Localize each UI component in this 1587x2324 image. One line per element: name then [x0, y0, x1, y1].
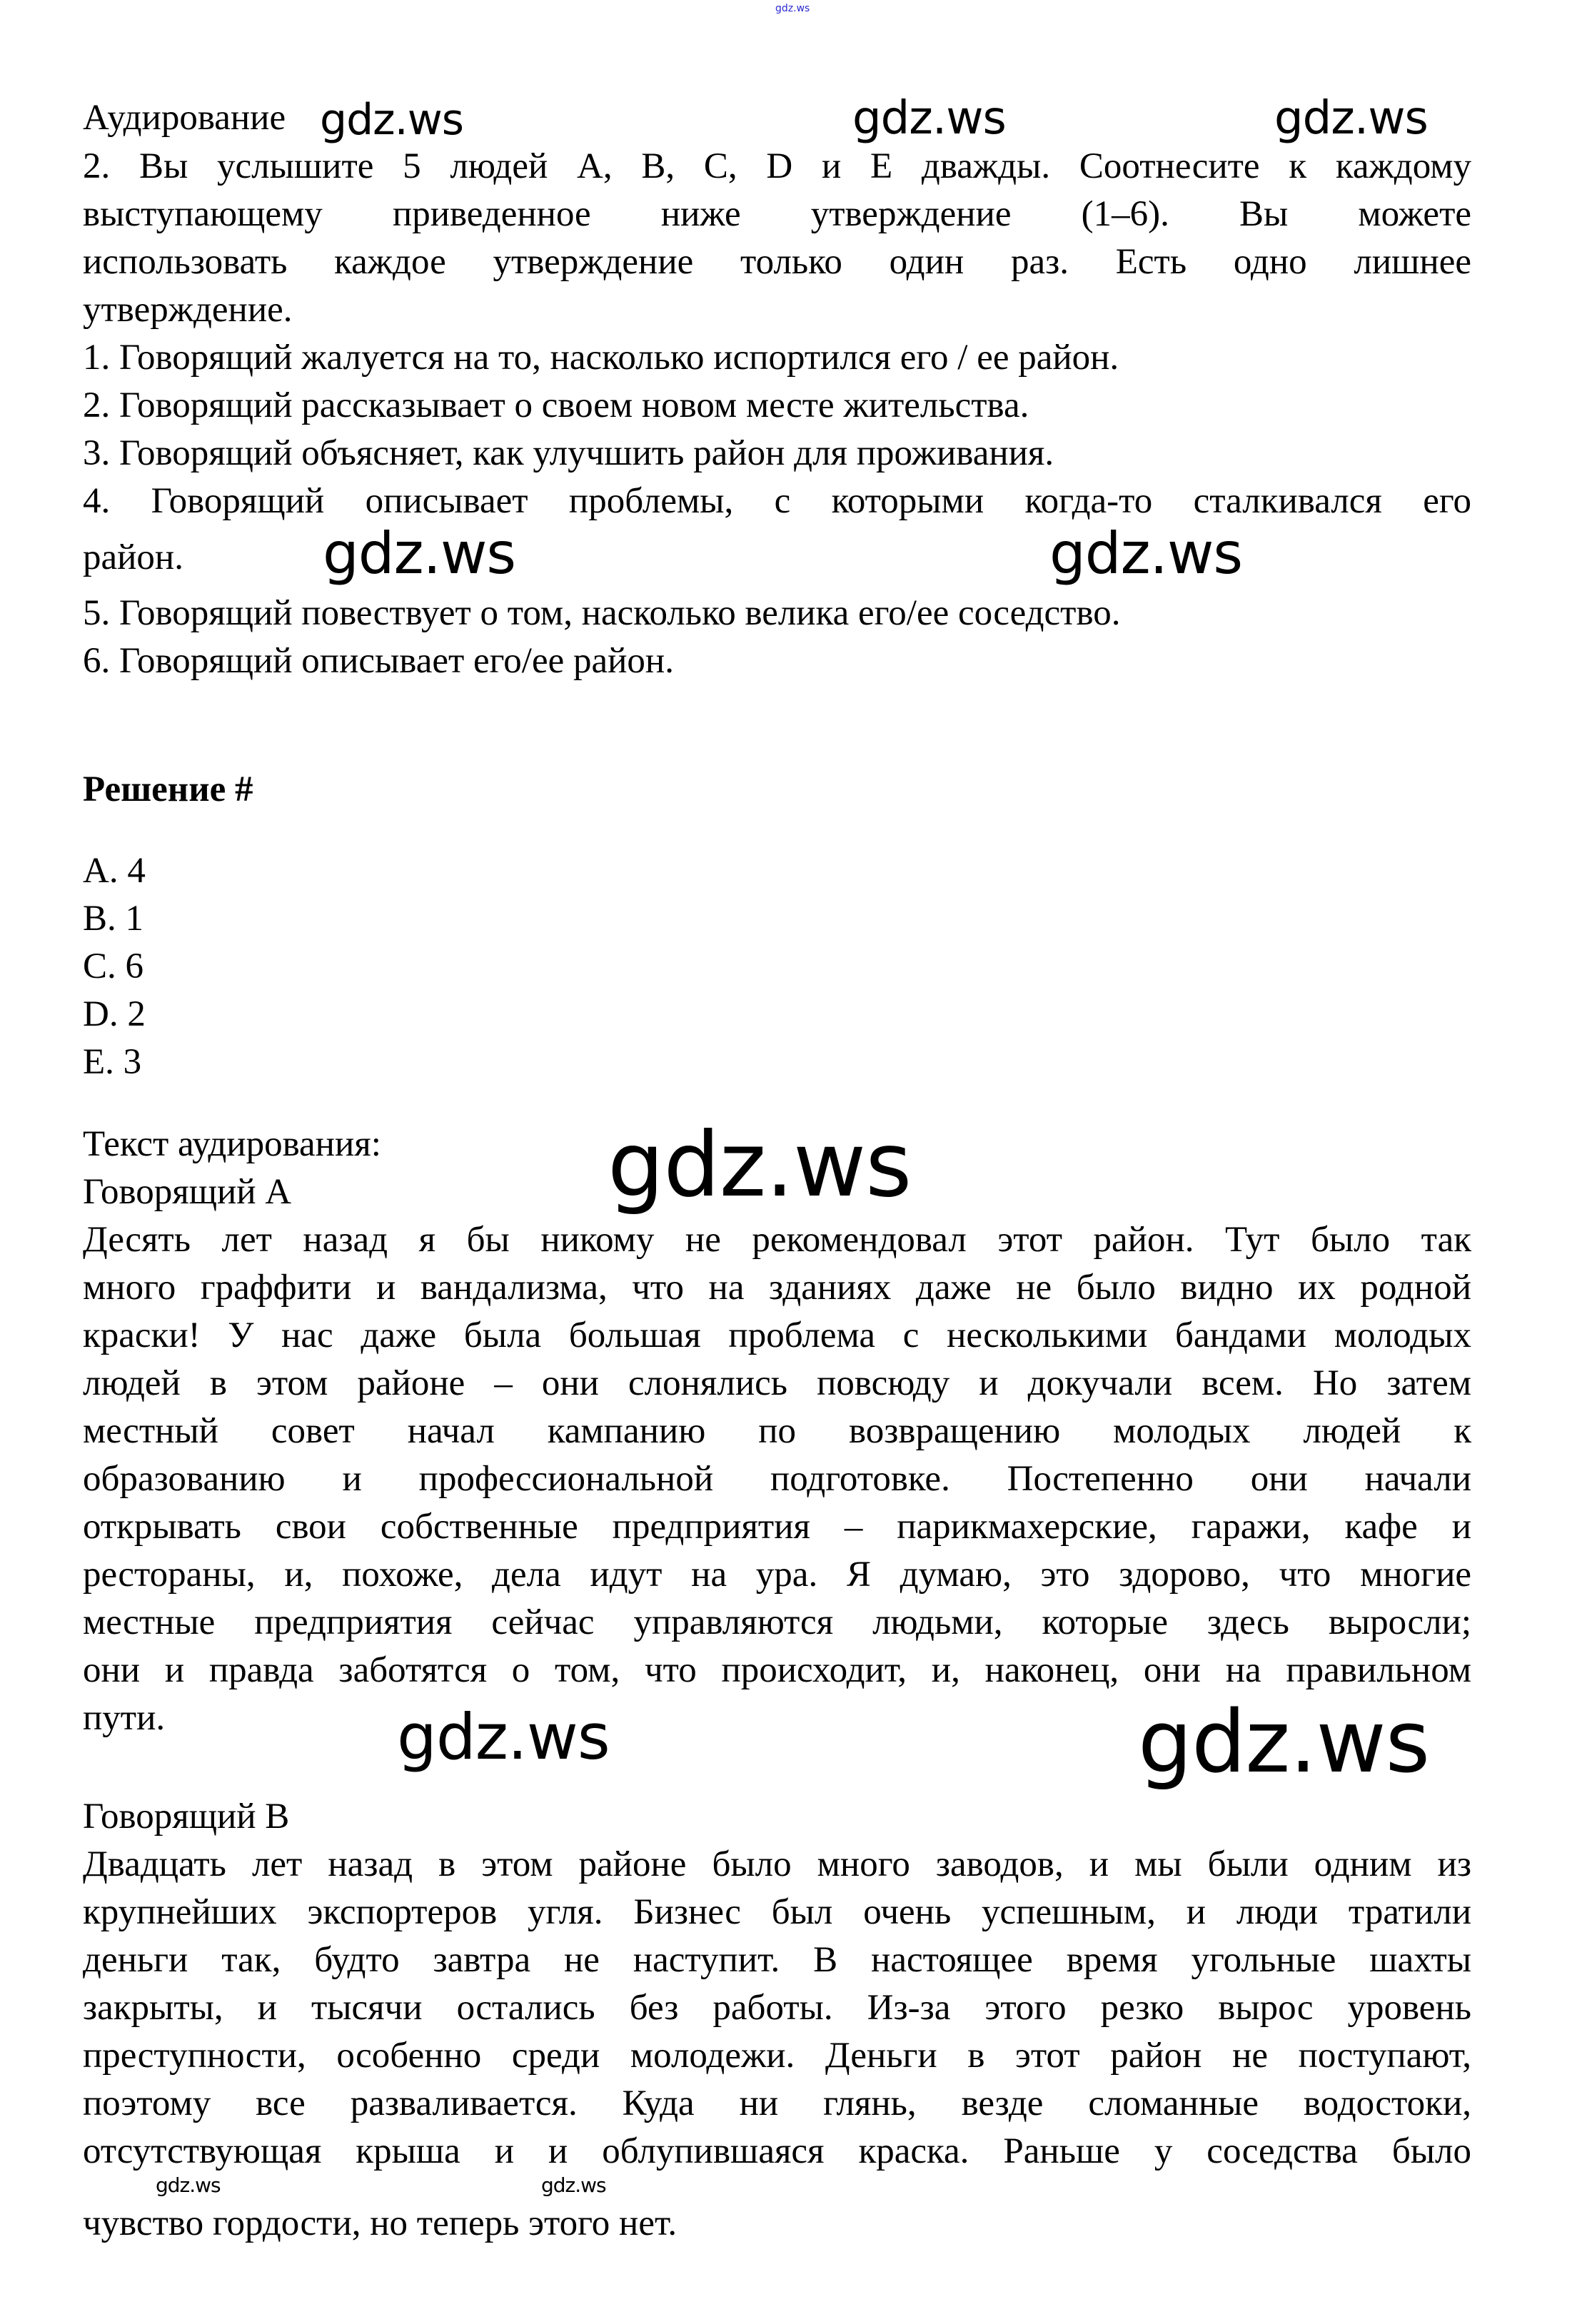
transcript-line: пути.	[83, 1698, 166, 1738]
transcript-line: людей в этом районе – они слонялись повсюду и докучали всем. Но затем	[83, 1363, 1471, 1403]
watermark: gdz.ws	[397, 1700, 610, 1774]
speaker-name: Говорящий А	[83, 1172, 292, 1212]
instruction-line: 2. Вы услышите 5 людей A, B, C, D и E дважды. Соотнесите к каждому	[83, 146, 1471, 186]
solution-heading-text: Решение #	[83, 769, 253, 809]
transcript-line: рестораны, и, похоже, дела идут на ура. Я думаю, это здорово, что многие	[83, 1555, 1471, 1595]
instruction-line: утверждение.	[83, 290, 293, 330]
statement: район.	[83, 537, 183, 577]
statement: 2. Говорящий рассказывает о своем новом месте жительства.	[83, 385, 1029, 425]
answer: E. 3	[83, 1042, 142, 1082]
transcript-line: Десять лет назад я бы никому не рекомендовал этот район. Тут было так	[83, 1220, 1471, 1260]
transcript-line: Двадцать лет назад в этом районе было много заводов, и мы были одним из	[83, 1844, 1471, 1884]
instruction-line: выступающему приведенное ниже утверждение (1–6). Вы можете	[83, 194, 1471, 234]
watermark: gdz.ws	[156, 2173, 221, 2197]
solution-heading	[83, 766, 1471, 814]
watermark: gdz.ws	[852, 92, 1006, 145]
watermark: gdz.ws	[541, 2173, 606, 2197]
watermark-row	[83, 1693, 1471, 1792]
transcript-line: местные предприятия сейчас управляются людьми, которые здесь выросли;	[83, 1602, 1471, 1642]
watermark: gdz.ws	[323, 520, 516, 587]
transcript-line: отсутствующая крыша и и облупившаяся краска. Раньше у соседства было	[83, 2131, 1471, 2171]
watermark: gdz.ws	[1049, 520, 1243, 587]
answer: C. 6	[83, 946, 144, 986]
transcript-label: Текст аудирования:	[83, 1124, 381, 1164]
transcript-line: преступности, особенно среди молодежи. Деньги в этот район не поступают,	[83, 2036, 1471, 2076]
title-row	[83, 79, 1471, 143]
transcript-header	[83, 1113, 1471, 1217]
transcript-line: деньги так, будто завтра не наступит. В настоящее время угольные шахты	[83, 1940, 1471, 1980]
answer: B. 1	[83, 899, 144, 939]
instruction-line: использовать каждое утверждение только один раз. Есть одно лишнее	[83, 242, 1471, 282]
transcript-line: местный совет начал кампанию по возвращению молодых людей к	[83, 1411, 1471, 1451]
statement: 1. Говорящий жалуется на то, насколько испортился его / ее район.	[83, 338, 1119, 378]
transcript-line: много граффити и вандализма, что на зданиях даже не было видно их родной	[83, 1268, 1471, 1308]
transcript-line: образованию и профессиональной подготовке. Постепенно они начали	[83, 1459, 1471, 1499]
transcript-line: открывать свои собственные предприятия – парикмахерские, гаражи, кафе и	[83, 1507, 1471, 1547]
answer: D. 2	[83, 994, 146, 1034]
watermark: gdz.ws	[608, 1113, 912, 1217]
watermark: gdz.ws	[1274, 92, 1428, 145]
transcript-line: они и правда заботятся о том, что происходит, и, наконец, они на правильном	[83, 1650, 1471, 1690]
transcript-a	[83, 1113, 1471, 1742]
speaker-name: Говорящий В	[83, 1797, 290, 1837]
top-watermark: gdz.ws	[775, 3, 810, 14]
transcript-line: закрыты, и тысячи остались без работы. Из-за этого резко вырос уровень	[83, 1988, 1471, 2028]
watermark: gdz.ws	[320, 95, 464, 145]
section-title: Аудирование	[83, 98, 286, 138]
small-watermark-row	[83, 2173, 1471, 2200]
transcript-line: поэтому все разваливается. Куда ни глянь, везде сломанные водостоки,	[83, 2083, 1471, 2123]
task-block	[83, 79, 1471, 685]
transcript-line: краски! У нас даже была большая проблема с несколькими бандами молодых	[83, 1315, 1471, 1355]
answers-list	[83, 847, 1471, 1086]
transcript-line: чувство гордости, но теперь этого нет.	[83, 2203, 677, 2243]
statement: 3. Говорящий объясняет, как улучшить район для проживания.	[83, 433, 1054, 473]
transcript-b	[83, 1793, 1471, 2248]
transcript-line: крупнейших экспортеров угля. Бизнес был очень успешным, и люди тратили	[83, 1892, 1471, 1932]
statement: 4. Говорящий описывает проблемы, с которыми когда-то сталкивался его	[83, 481, 1471, 521]
statement: 6. Говорящий описывает его/ее район.	[83, 641, 674, 681]
statement-row	[83, 520, 1471, 590]
watermark: gdz.ws	[1138, 1693, 1430, 1792]
statement: 5. Говорящий повествует о том, насколько велика его/ее соседство.	[83, 593, 1121, 633]
answer: A. 4	[83, 851, 146, 891]
